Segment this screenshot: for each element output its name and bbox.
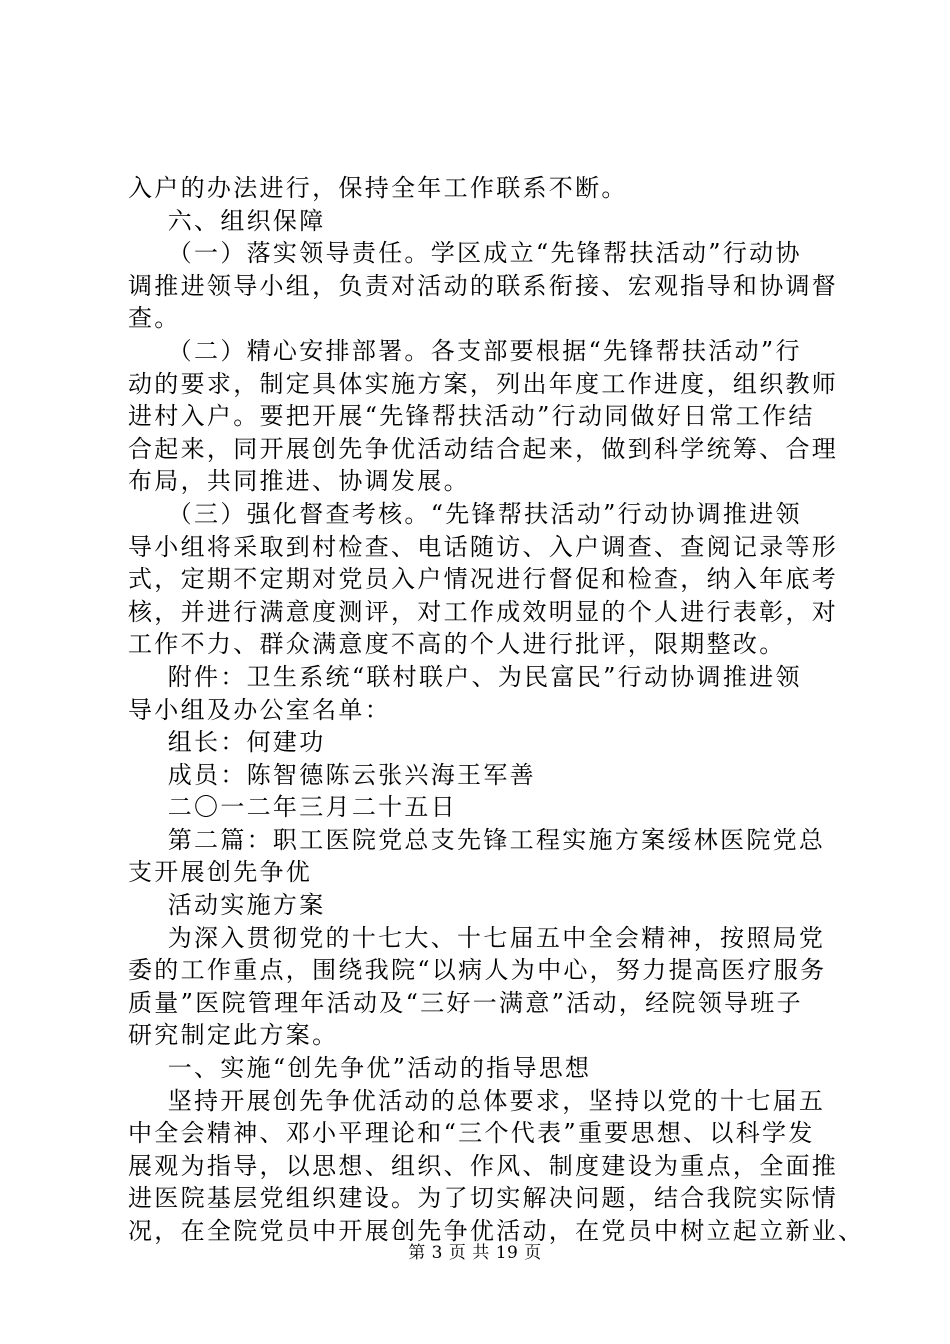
text-line: 入户的办法进行，保持全年工作联系不断。 <box>128 174 628 202</box>
text-line: 式，定期不定期对党员入户情况进行督促和检查，纳入年底考 <box>128 565 839 594</box>
text-line: 核，并进行满意度测评，对工作成效明显的个人进行表彰，对 <box>128 597 839 626</box>
text-line: 况，在全院党员中开展创先争优活动，在党员中树立起立新业、 <box>128 1217 865 1245</box>
text-line: 动的要求，制定具体实施方案，列出年度工作进度，组织教师 <box>128 369 839 398</box>
text-line: 调推进领导小组，负责对活动的联系衔接、宏观指导和协调督 <box>128 271 839 300</box>
page-number-label: 第 3 页 共 19 页 <box>408 1243 542 1263</box>
text-line: 进村入户。要把开展“先锋帮扶活动”行动同做好日常工作结 <box>128 402 815 431</box>
text-line: 导小组及办公室名单： <box>128 695 391 724</box>
text-line: 支开展创先争优 <box>128 858 313 887</box>
text-line: 查。 <box>128 304 181 333</box>
text-line: 成员：陈智德陈云张兴海王军善 <box>128 760 536 789</box>
text-line: （一）落实领导责任。学区成立“先锋帮扶活动”行动协 <box>128 239 802 268</box>
section-heading: 一、实施“创先争优”活动的指导思想 <box>128 1054 592 1083</box>
text-line: 合起来，同开展创先争优活动结合起来，做到科学统筹、合理 <box>128 434 839 463</box>
text-line: 第二篇：职工医院党总支先锋工程实施方案绥林医院党总 <box>128 825 826 854</box>
text-line: 导小组将采取到村检查、电话随访、入户调查、查阅记录等形 <box>128 532 839 561</box>
text-line: 附件：卫生系统“联村联户、为民富民”行动协调推进领 <box>128 662 802 691</box>
text-line: （二）精心安排部署。各支部要根据“先锋帮扶活动”行 <box>128 336 802 365</box>
text-line: 为深入贯彻党的十七大、十七届五中全会精神，按照局党 <box>128 923 826 952</box>
text-line: 布局，共同推进、协调发展。 <box>128 467 470 496</box>
text-line: 中全会精神、邓小平理论和“三个代表”重要思想、以科学发 <box>128 1119 815 1148</box>
text-line: 工作不力、群众满意度不高的个人进行批评，限期整改。 <box>128 630 786 659</box>
text-line: 活动实施方案 <box>128 891 326 920</box>
page-footer <box>0 1242 950 1264</box>
text-line: 坚持开展创先争优活动的总体要求，坚持以党的十七届五 <box>128 1086 826 1115</box>
text-line: 研究制定此方案。 <box>128 1021 339 1050</box>
section-heading: 六、组织保障 <box>128 206 326 235</box>
text-line: （三）强化督查考核。“先锋帮扶活动”行动协调推进领 <box>128 499 802 528</box>
text-line: 组长：何建功 <box>128 728 326 757</box>
document-body <box>128 172 865 1248</box>
date-line: 二〇一二年三月二十五日 <box>128 793 458 822</box>
text-line: 展观为指导，以思想、组织、作风、制度建设为重点，全面推 <box>128 1151 839 1180</box>
text-line: 质量”医院管理年活动及“三好一满意”活动，经院领导班子 <box>128 988 803 1017</box>
text-line: 进医院基层党组织建设。为了切实解决问题，结合我院实际情 <box>128 1184 839 1213</box>
text-line: 委的工作重点，围绕我院“以病人为中心，努力提高医疗服务 <box>128 956 827 985</box>
